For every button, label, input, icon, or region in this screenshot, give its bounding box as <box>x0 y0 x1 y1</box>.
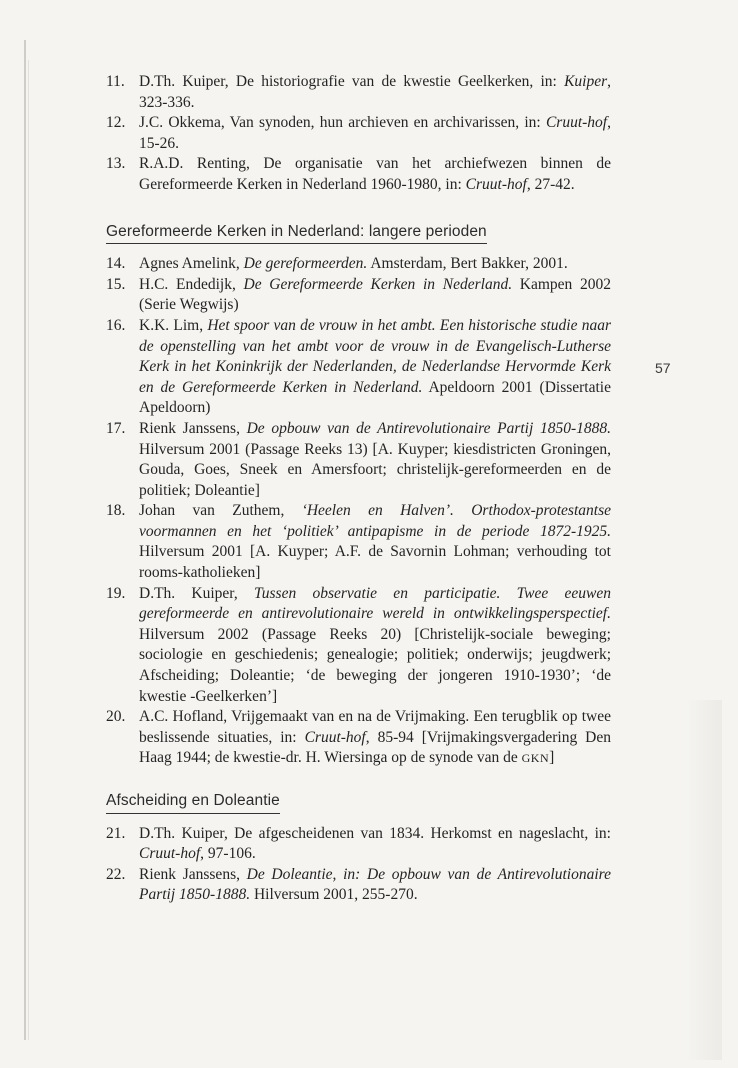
list-item: 16. K.K. Lim, Het spoor van de vrouw in het ambt. Een historische studie naar de openstelling van het ambt voor de vrouw in de Evangelisch-Lutherse Kerk in het Koninkrijk der Nederlanden, de Nederlandse Hervormde Kerk en de Gereformeerde Kerken in Nederland. Apeldoorn 2001 (Dissertatie Apeldoorn) <box>106 316 611 417</box>
list-item: 14. Agnes Amelink, De gereformeerden. Amsterdam, Bert Bakker, 2001. <box>106 254 611 275</box>
page-content <box>106 72 611 906</box>
entry-number: 11. <box>106 73 125 90</box>
list-item: 11. D.Th. Kuiper, De historiografie van de kwestie Geelkerken, in: Kuiper, 323-336. <box>106 73 611 111</box>
list-item: 12. J.C. Okkema, Van synoden, hun archieven en archivarissen, in: Cruut-hof, 15-26. <box>106 114 611 152</box>
list-item: 21. D.Th. Kuiper, De afgescheidenen van 1834. Herkomst en nageslacht, in: Cruut-hof, 97-106. <box>106 824 611 863</box>
entry-number: 15. <box>106 275 126 293</box>
entry-number: 16. <box>106 316 126 334</box>
page-edge-shadow <box>24 40 26 1040</box>
list-item: 20. A.C. Hofland, Vrijgemaakt van en na de Vrijmaking. Een terugblik op twee beslissende situaties, in: Cruut-hof, 85-94 [Vrijmakingsvergadering Den Haag 1944; de kwestie-dr. H. Wiersinga op de synode van de GKN] <box>106 708 611 767</box>
list-item: 18. Johan van Zuthem, ‘Heelen en Halven’. Orthodox-protestantse voormannen en het ‘politiek’ antipapisme in de periode 1872-1925. Hilversum 2001 [A. Kuyper; A.F. de Savornin Lohman; verhouding tot rooms-katholieken] <box>106 502 611 582</box>
page-number: 57 <box>655 360 671 376</box>
bibliography-list-top <box>106 72 611 196</box>
page-edge-shadow-inner <box>28 60 29 1040</box>
entry-number: 22. <box>106 865 126 883</box>
list-item: 17. Rienk Janssens, De opbouw van de Antirevolutionaire Partij 1850-1888. Hilversum 2001 (Passage Reeks 13) [A. Kuyper; kiesdistricten Groningen, Gouda, Goes, Sneek en Amersfoort; christelijk-gereformeerden en de politiek; Doleantie] <box>106 419 611 499</box>
entry-number: 18. <box>106 502 126 520</box>
section-heading-afscheiding-doleantie: Afscheiding en Doleantie <box>106 791 280 814</box>
list-item: 13. R.A.D. Renting, De organisatie van het archiefwezen binnen de Gereformeerde Kerken in Nederland 1960-1980, in: Cruut-hof, 27-42. <box>106 155 611 193</box>
list-item: 15. H.C. Endedijk, De Gereformeerde Kerken in Nederland. Kampen 2002 (Serie Wegwijs) <box>106 275 611 314</box>
bibliography-list-gk <box>106 254 611 769</box>
entry-number: 19. <box>106 584 126 602</box>
entry-number: 20. <box>106 708 126 726</box>
list-item: 22. Rienk Janssens, De Doleantie, in: De opbouw van de Antirevolutionaire Partij 1850-1888. Hilversum 2001, 255-270. <box>106 865 611 904</box>
entry-number: 17. <box>106 419 126 437</box>
bibliography-list-ad <box>106 824 611 906</box>
section-heading-gereformeerde-kerken: Gereformeerde Kerken in Nederland: langere perioden <box>106 222 487 245</box>
entry-number: 14. <box>106 255 126 273</box>
list-item: 19. D.Th. Kuiper, Tussen observatie en participatie. Twee eeuwen gereformeerde en antirevolutionaire wereld in ontwikkelingsperspectief. Hilversum 2002 (Passage Reeks 20) [Christelijk-sociale beweging; sociologie en geschiedenis; genealogie; politiek; onderwijs; jeugdwerk; Afscheiding; Doleantie; ‘de beweging der jongeren 1910-1930’; ‘de kwestie -Geelkerken’] <box>106 584 611 705</box>
bleed-through-shadow <box>686 700 722 1060</box>
entry-number: 12. <box>106 114 126 132</box>
entry-number: 21. <box>106 824 126 842</box>
entry-number: 13. <box>106 155 126 173</box>
